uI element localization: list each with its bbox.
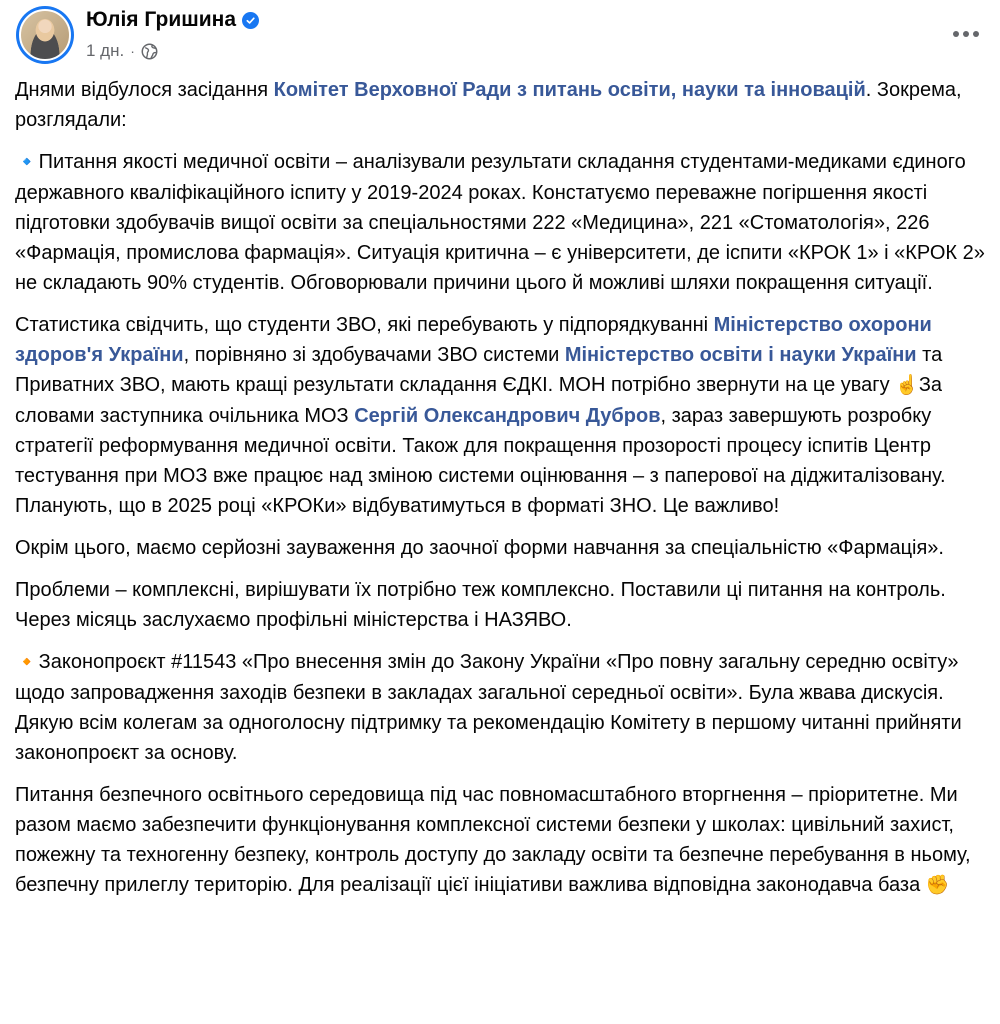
- avatar-photo: [19, 9, 71, 61]
- globe-icon[interactable]: [141, 43, 158, 60]
- author-name-row: [86, 8, 259, 32]
- post-meta: [86, 41, 158, 61]
- text-segment: Днями відбулося засідання: [15, 79, 274, 101]
- more-dot: [963, 31, 969, 37]
- text-segment: . Зокрема, розглядали:: [15, 79, 962, 131]
- mention-committee-link[interactable]: Комітет Верховної Ради з питань освіти, науки та інновацій: [273, 79, 866, 101]
- text-segment: За словами заступника очільника МОЗ: [15, 374, 943, 427]
- text-segment: Законопроєкт #11543 «Про внесення змін до Закону України «Про повну загальну середню освіту» щодо запровадження заходів безпеки в закладах загальної середньої освіти». Була жвава дискусія. Дякую всім колегам за одноголосну підтримку та рекомендацію Комітету в першому читанні прийняти законопроєкт за основу.: [15, 651, 962, 764]
- blue-diamond-icon: 🔹: [15, 152, 39, 173]
- more-dot: [953, 31, 959, 37]
- meta-separator: ·: [130, 43, 135, 59]
- paragraph-safety: [15, 780, 985, 901]
- author-avatar[interactable]: [16, 6, 74, 64]
- post-text: [15, 75, 985, 913]
- paragraph-pharmacy: Окрім цього, маємо серйозні зауваження до заочної форми навчання за спеціальністю «Фармація».: [15, 537, 944, 559]
- more-dot: [973, 31, 979, 37]
- text-segment: та Приватних ЗВО, мають кращі результати складання ЄДКІ. МОН потрібно звернути на це увагу: [15, 344, 943, 396]
- raised-fist-icon: ✊: [925, 875, 950, 896]
- mention-dubrov-link[interactable]: Сергій Олександрович Дубров: [354, 405, 661, 427]
- mention-moz-link[interactable]: Міністерство охорони здоров'я України: [15, 314, 932, 366]
- paragraph-problems: Проблеми – комплексні, вирішувати їх потрібно теж комплексно. Поставили ці питання на контроль. Через місяць заслухаємо профільні міністерства і НАЗЯВО.: [15, 579, 946, 631]
- paragraph-statistics: [15, 310, 985, 521]
- orange-diamond-icon: 🔸: [15, 652, 39, 673]
- text-segment: , зараз завершують розробку стратегії реформування медичної освіти. Також для покращення прозорості процесу іспитів Центр тестування при МОЗ вже працює над зміною системи оцінювання – з паперової на діджиталізовану. Планують, що в 2025 році «КРОКи» відбуватимуться в форматі ЗНО. Це важливо!: [15, 405, 946, 517]
- author-name-link[interactable]: Юлія Гришина: [86, 8, 237, 31]
- text-segment: , порівняно зі здобувачами ЗВО системи: [183, 344, 565, 366]
- text-segment: Питання якості медичної освіти – аналізували результати складання студентами-медиками єдиного державного кваліфікаційного іспиту у 2019-2024 роках. Констатуємо переважне погіршення якості підготовки здобувачів вищої освіти за спеціальностями 222 «Медицина», 221 «Стоматологія», 226 «Фармація, промислова фармація». Ситуація критична – є університети, де іспити «КРОК 1» і «КРОК 2» не складають 90% студентів. Обговорювали причини цього й можливі шляхи покращення ситуації.: [15, 151, 985, 294]
- paragraph-intro: [15, 75, 985, 135]
- mention-mon-link[interactable]: Міністерство освіти і науки України: [564, 344, 917, 366]
- text-segment: Статистика свідчить, що студенти ЗВО, які перебувають у підпорядкуванні: [15, 314, 714, 336]
- paragraph-medical-education: [15, 147, 985, 298]
- more-options-icon[interactable]: [948, 16, 984, 52]
- verified-badge-icon: [242, 12, 259, 29]
- paragraph-bill: [15, 647, 985, 768]
- text-segment: Питання безпечного освітнього середовища під час повномасштабного вторгнення – пріоритетне. Ми разом маємо забезпечити функціонування комплексної системи безпеки у школах: цивільний захист, пожежну та техногенну безпеку, контроль доступу до закладу освіти та безпечне перебування в ньому, безпечну прилеглу територію. Для реалізації цієї ініціативи важлива відповідна законодавча база: [15, 784, 971, 896]
- pointing-up-icon: ☝️: [895, 375, 919, 396]
- post-timestamp-link[interactable]: 1 дн.: [86, 41, 125, 60]
- post-header: [16, 6, 984, 68]
